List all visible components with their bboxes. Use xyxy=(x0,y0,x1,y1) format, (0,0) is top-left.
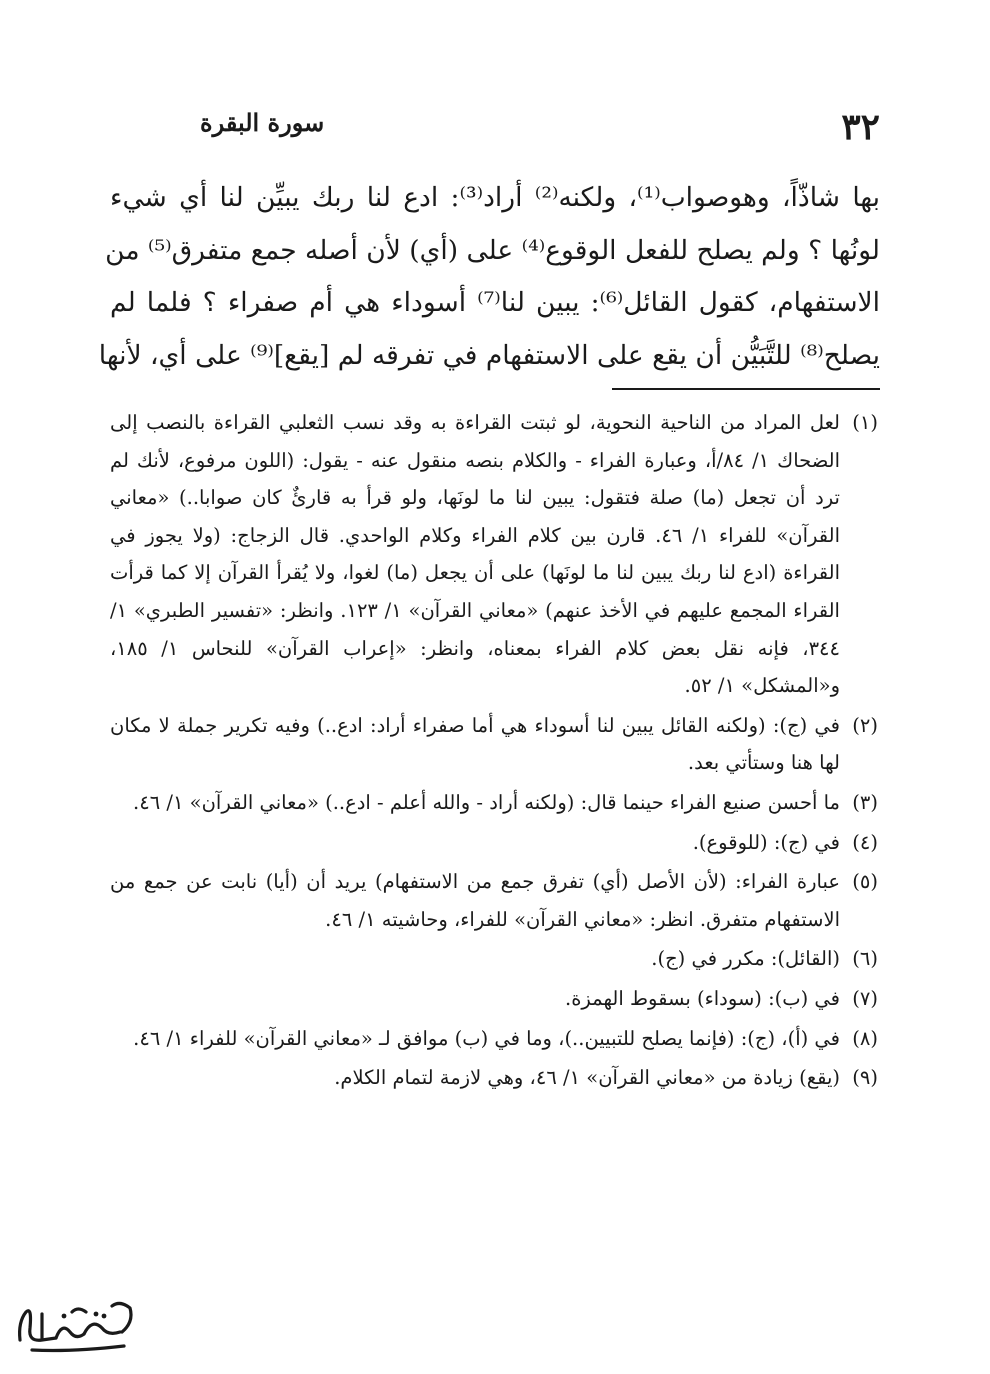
footnote-number: (٥) xyxy=(852,870,878,894)
main-text xyxy=(98,172,881,382)
footnote-text: (القائل): مكرر في (ج). xyxy=(651,947,840,971)
main-text-line: الاستفهام، كقول القائل⁽⁶⁾: يبين لنا⁽⁷⁾ أسوداء هي أم صفراء ؟ فلما لم xyxy=(110,287,881,318)
footnote-number: (٤) xyxy=(852,830,878,854)
footnote-text: في (أ)، (ج): (فإنما يصلح للتبيين..)، وما في (ب) موافق لـ «معاني القرآن» للفراء ١/ ٤٦. xyxy=(133,1026,840,1050)
footnote-separator xyxy=(612,388,880,390)
footnote-text: في (ج): (للوقوع). xyxy=(692,830,840,854)
footnote-8 xyxy=(110,1020,878,1058)
footnote-number: (٢) xyxy=(852,713,878,737)
footnote-number: (٨) xyxy=(852,1026,878,1050)
page-number: ٣٢ xyxy=(841,106,880,148)
footnotes xyxy=(110,404,878,1099)
footnote-text: عبارة الفراء: (لأن الأصل (أي) تفرق جمع من الاستفهام) يريد أن (أيا) نابت عن جمع من الاستفهام متفرق. انظر: «معاني القرآن» للفراء، وحاشيته ١/ ٤٦. xyxy=(110,870,840,931)
footnote-number: (٣) xyxy=(852,790,878,814)
footnote-text: في (ب): (سوداء) بسقوط الهمزة. xyxy=(565,986,840,1010)
footnote-text: (يقع) زيادة من «معاني القرآن» ١/ ٤٦، وهي لازمة لتمام الكلام. xyxy=(334,1066,840,1090)
footnote-text: في (ج): (ولكنه القائل يبين لنا أسوداء هي أما صفراء أراد: ادع..) وفيه تكرير جملة لا مكان لها هنا وستأتي بعد. xyxy=(110,713,840,775)
running-title: سورة البقرة xyxy=(200,108,325,137)
footnote-3 xyxy=(110,784,878,822)
footnote-6 xyxy=(110,940,878,978)
footnote-1 xyxy=(110,404,878,705)
main-text-line: يصلح⁽⁸⁾ للتَّبَيُّن أن يقع على الاستفهام في تفرقه لم [يقع]⁽⁹⁾ على أي، لأنها xyxy=(98,339,880,371)
calligraphy-logo-icon xyxy=(12,1292,142,1358)
main-text-line: بها شاذّاً، وهوصواب⁽¹⁾، ولكنه⁽²⁾ أراد⁽³⁾: ادع لنا ربك يبيِّن لنا أي شيء xyxy=(110,182,880,213)
footnote-number: (٧) xyxy=(852,986,878,1010)
footnote-number: (١) xyxy=(852,411,878,434)
footnote-4 xyxy=(110,824,878,862)
footnote-text: لعل المراد من الناحية النحوية، لو ثبتت القراءة به وقد نسب الثعلبي القراءة بالنصب إلى الضحاك ١/ ٨٤/أ، وعبارة الفراء - والكلام بنصه منقول عنه - يقول: (اللون مرفوع، لأنك لم ترد أن تجعل (ما) صلة فتقول: يبين لنا ما لونَها، ولو قرأ به قارئٌ كان صوابا..) «معاني القرآن» للفراء ١/ ٤٦. قارن بين كلام الفراء وكلام الواحدي. قال الزجاج: (ولا يجوز في القراءة (ادع لنا ربك يبين لنا ما لونَها) على أن يجعل (ما) لغوا، ولا يُقرأ القرآن إلا كما قرأت القراء المجمع عليهم في الأخذ عنهم) «معاني القرآن» ١/ ١٢٣. وانظر: «تفسير الطبري» ١/ ٣٤٤، فإنه نقل بعض كلام الفراء بمعناه، وانظر: «إعراب القرآن» للنحاس ١/ ١٨٥، و«المشكل» ١/ ٥٢. xyxy=(110,411,840,698)
footnote-2 xyxy=(110,707,878,782)
footnote-7 xyxy=(110,980,878,1018)
page-header xyxy=(110,100,880,160)
footnote-number: (٩) xyxy=(852,1066,878,1090)
footnote-5 xyxy=(110,863,878,938)
footnote-9 xyxy=(110,1059,878,1097)
footnote-text: ما أحسن صنيع الفراء حينما قال: (ولكنه أراد - والله أعلم - ادع..) «معاني القرآن» ١/ ٤٦. xyxy=(133,790,840,814)
footnote-number: (٦) xyxy=(852,947,878,971)
main-text-line: لونُها ؟ ولم يصلح للفعل الوقوع⁽⁴⁾ على (أي) لأن أصله جمع متفرق⁽⁵⁾ من xyxy=(105,234,880,266)
